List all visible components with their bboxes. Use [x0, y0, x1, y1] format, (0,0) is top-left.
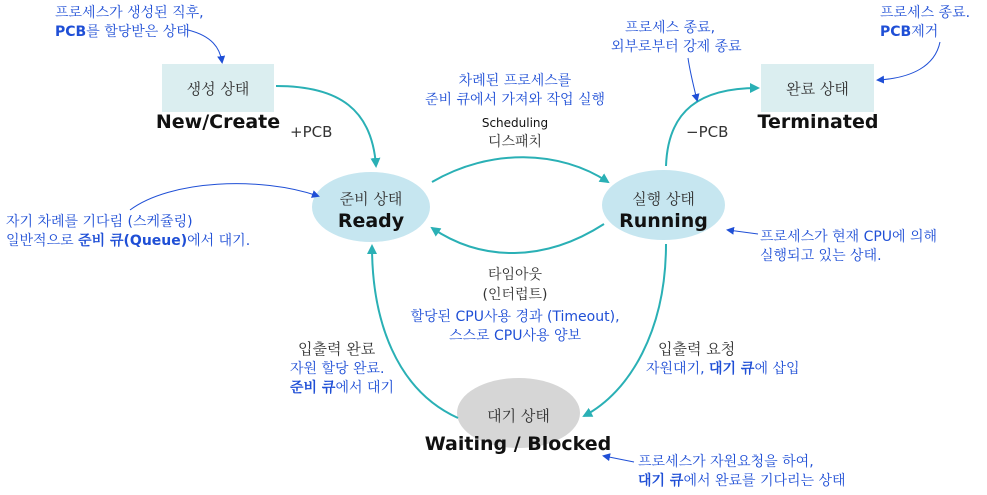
- create-state-en: New/Create: [155, 111, 281, 133]
- ready-note-2: [6, 232, 250, 250]
- io-complete-desc-1: 자원 할당 완료.: [290, 361, 385, 377]
- waiting-state-en: Waiting / Blocked: [424, 433, 612, 455]
- terminate-cause-note-2: 외부로부터 강제 종료: [611, 39, 742, 55]
- io-request-post: 에 삽입: [754, 361, 800, 377]
- pointer-ready-note: [130, 184, 318, 210]
- create-note-bold: PCB: [55, 24, 87, 40]
- arrow-ready-to-running: [432, 157, 608, 182]
- io-complete-bold: 준비 큐: [290, 380, 336, 396]
- ready-note-bold: 준비 큐(Queue): [78, 233, 188, 249]
- running-state-kr: 실행 상태: [632, 190, 695, 208]
- create-note-2: [55, 23, 190, 41]
- terminated-state-kr: 완료 상태: [786, 80, 849, 98]
- pointer-terminate-cause: [688, 58, 697, 100]
- running-note-1: 프로세스가 현재 CPU에 의해: [760, 229, 938, 245]
- terminated-note-1: 프로세스 종료.: [880, 5, 971, 21]
- io-complete-title: 입출력 완료: [298, 340, 376, 358]
- terminated-note-post: 제거: [911, 24, 939, 40]
- terminated-state-en: Terminated: [757, 111, 879, 133]
- ready-note-post: 에서 대기.: [187, 233, 251, 249]
- plus-pcb-label: +PCB: [290, 123, 333, 141]
- ready-note-pre: 일반적으로: [6, 233, 79, 249]
- interrupt-label: (인터럽트): [482, 287, 548, 303]
- terminate-cause-note-1: 프로세스 종료,: [625, 20, 716, 36]
- timeout-desc-2: 스스로 CPU사용 양보: [448, 328, 582, 344]
- create-note-1: 프로세스가 생성된 직후,: [55, 5, 204, 21]
- dispatch-label: 디스패치: [487, 134, 543, 150]
- running-note-2: 실행되고 있는 상태.: [760, 248, 882, 264]
- pointer-create-note: [188, 30, 222, 62]
- waiting-note-2: [638, 472, 846, 490]
- io-request-desc: [646, 360, 799, 378]
- terminated-note-bold: PCB: [880, 24, 912, 40]
- minus-pcb-label: −PCB: [686, 123, 729, 141]
- dispatch-desc-1: 차례된 프로세스를: [458, 73, 572, 89]
- io-request-bold: 대기 큐: [709, 361, 755, 377]
- pointer-terminated-note: [878, 42, 940, 80]
- waiting-note-1: 프로세스가 자원요청을 하여,: [638, 454, 814, 470]
- waiting-note-bold: 대기 큐: [638, 473, 684, 489]
- create-note-post: 를 할당받은 상태: [86, 24, 190, 40]
- create-state-kr: 생성 상태: [186, 80, 250, 98]
- dispatch-scheduling: Scheduling: [481, 116, 549, 130]
- ready-state-kr: 준비 상태: [339, 190, 403, 208]
- waiting-state-kr: 대기 상태: [487, 407, 550, 425]
- io-request-title: 입출력 요청: [658, 340, 736, 358]
- waiting-note-post: 에서 완료를 기다리는 상태: [683, 473, 846, 489]
- pointer-waiting-note: [604, 456, 634, 462]
- ready-state-en: Ready: [337, 210, 405, 232]
- arrow-running-to-ready: [432, 224, 604, 253]
- dispatch-desc-2: 준비 큐에서 가져와 작업 실행: [424, 92, 606, 108]
- ready-note-1: 자기 차례를 기다림 (스케쥴링): [6, 214, 193, 230]
- io-complete-desc-2: [290, 379, 394, 397]
- io-complete-post: 에서 대기: [335, 380, 394, 396]
- timeout-desc-1: 할당된 CPU사용 경과 (Timeout),: [410, 309, 620, 325]
- terminated-note-2: [880, 23, 938, 41]
- running-state-en: Running: [619, 210, 708, 232]
- io-request-pre: 자원대기,: [646, 361, 709, 377]
- timeout-label: 타임아웃: [487, 267, 543, 283]
